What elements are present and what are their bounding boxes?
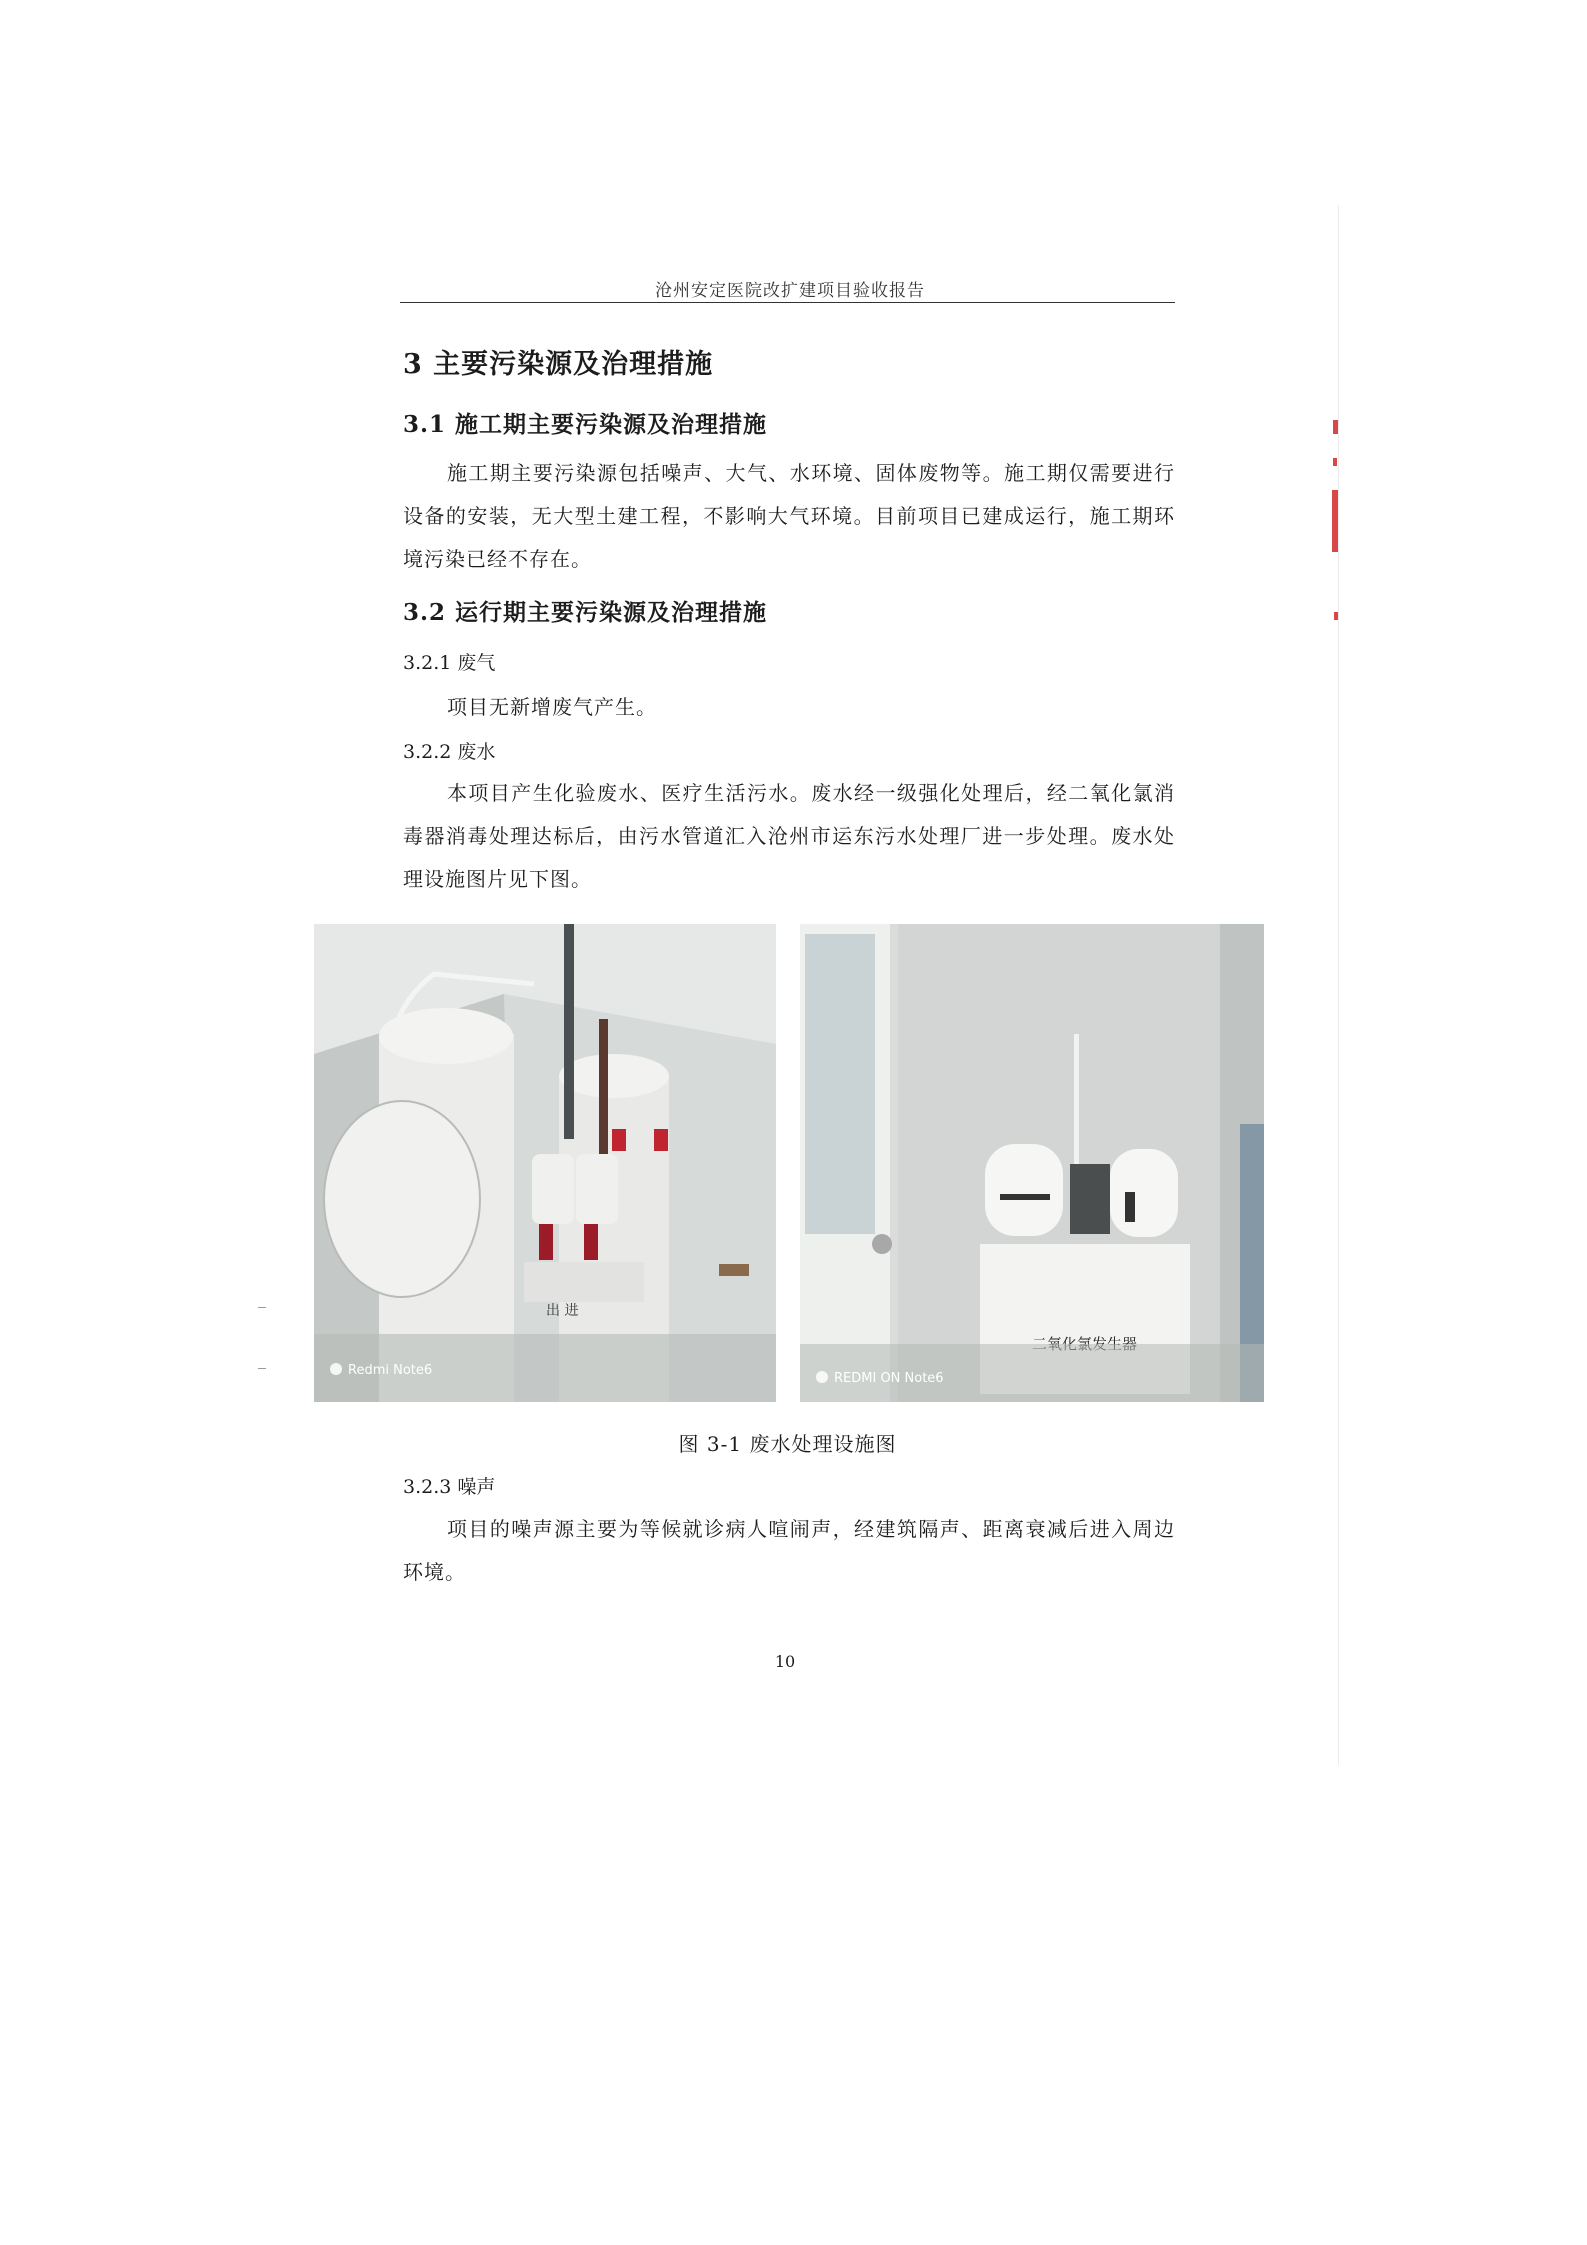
section-3-1-paragraph: 施工期主要污染源包括噪声、大气、水环境、固体废物等。施工期仅需要进行设备的安装，无大型土建工程，不影响大气环境。目前项目已建成运行，施工期环境污染已经不存在。 [403,461,1175,571]
section-3-2-3-heading: 3.2.3 噪声 [403,1476,496,1498]
scan-tick [258,1307,266,1308]
wastewater-tanks-photo [314,924,776,1402]
page-number: 10 [774,1652,796,1671]
scan-red-mark [1334,612,1338,620]
scan-red-mark [1333,458,1337,466]
section-3-2-3-paragraph: 项目的噪声源主要为等候就诊病人喧闹声，经建筑隔声、距离衰减后进入周边环境。 [403,1517,1175,1584]
left-equipment-label: 出 进 [546,1303,579,1319]
chlorine-dioxide-generator-photo [800,924,1264,1402]
running-header: 沧州安定医院改扩建项目验收报告 [655,281,925,301]
header-rule [400,302,1175,303]
section-3-2-1-paragraph: 项目无新增废气产生。 [447,695,657,719]
scan-tick [258,1368,266,1369]
left-photo-watermark: Redmi Note6 [348,1363,433,1378]
section-3-1-heading: 3.1 施工期主要污染源及治理措施 [403,411,768,438]
scan-edge-line [1338,205,1339,1765]
camera-icon [816,1371,828,1383]
section-3-2-heading: 3.2 运行期主要污染源及治理措施 [403,599,768,626]
scan-red-mark [1332,490,1338,552]
section-3-2-2-paragraph: 本项目产生化验废水、医疗生活污水。废水经一级强化处理后，经二氧化氯消毒器消毒处理达标后，由污水管道汇入沧州市运东污水处理厂进一步处理。废水处理设施图片见下图。 [403,781,1175,891]
figure-caption: 图 3-1 废水处理设施图 [678,1432,897,1456]
scan-red-mark [1333,420,1338,434]
section-3-heading: 3 主要污染源及治理措施 [403,349,714,380]
section-3-2-2-heading: 3.2.2 废水 [403,741,496,763]
section-3-2-1-heading: 3.2.1 废气 [403,652,496,674]
camera-icon [330,1363,342,1375]
right-photo-watermark: REDMI ON Note6 [834,1371,944,1386]
